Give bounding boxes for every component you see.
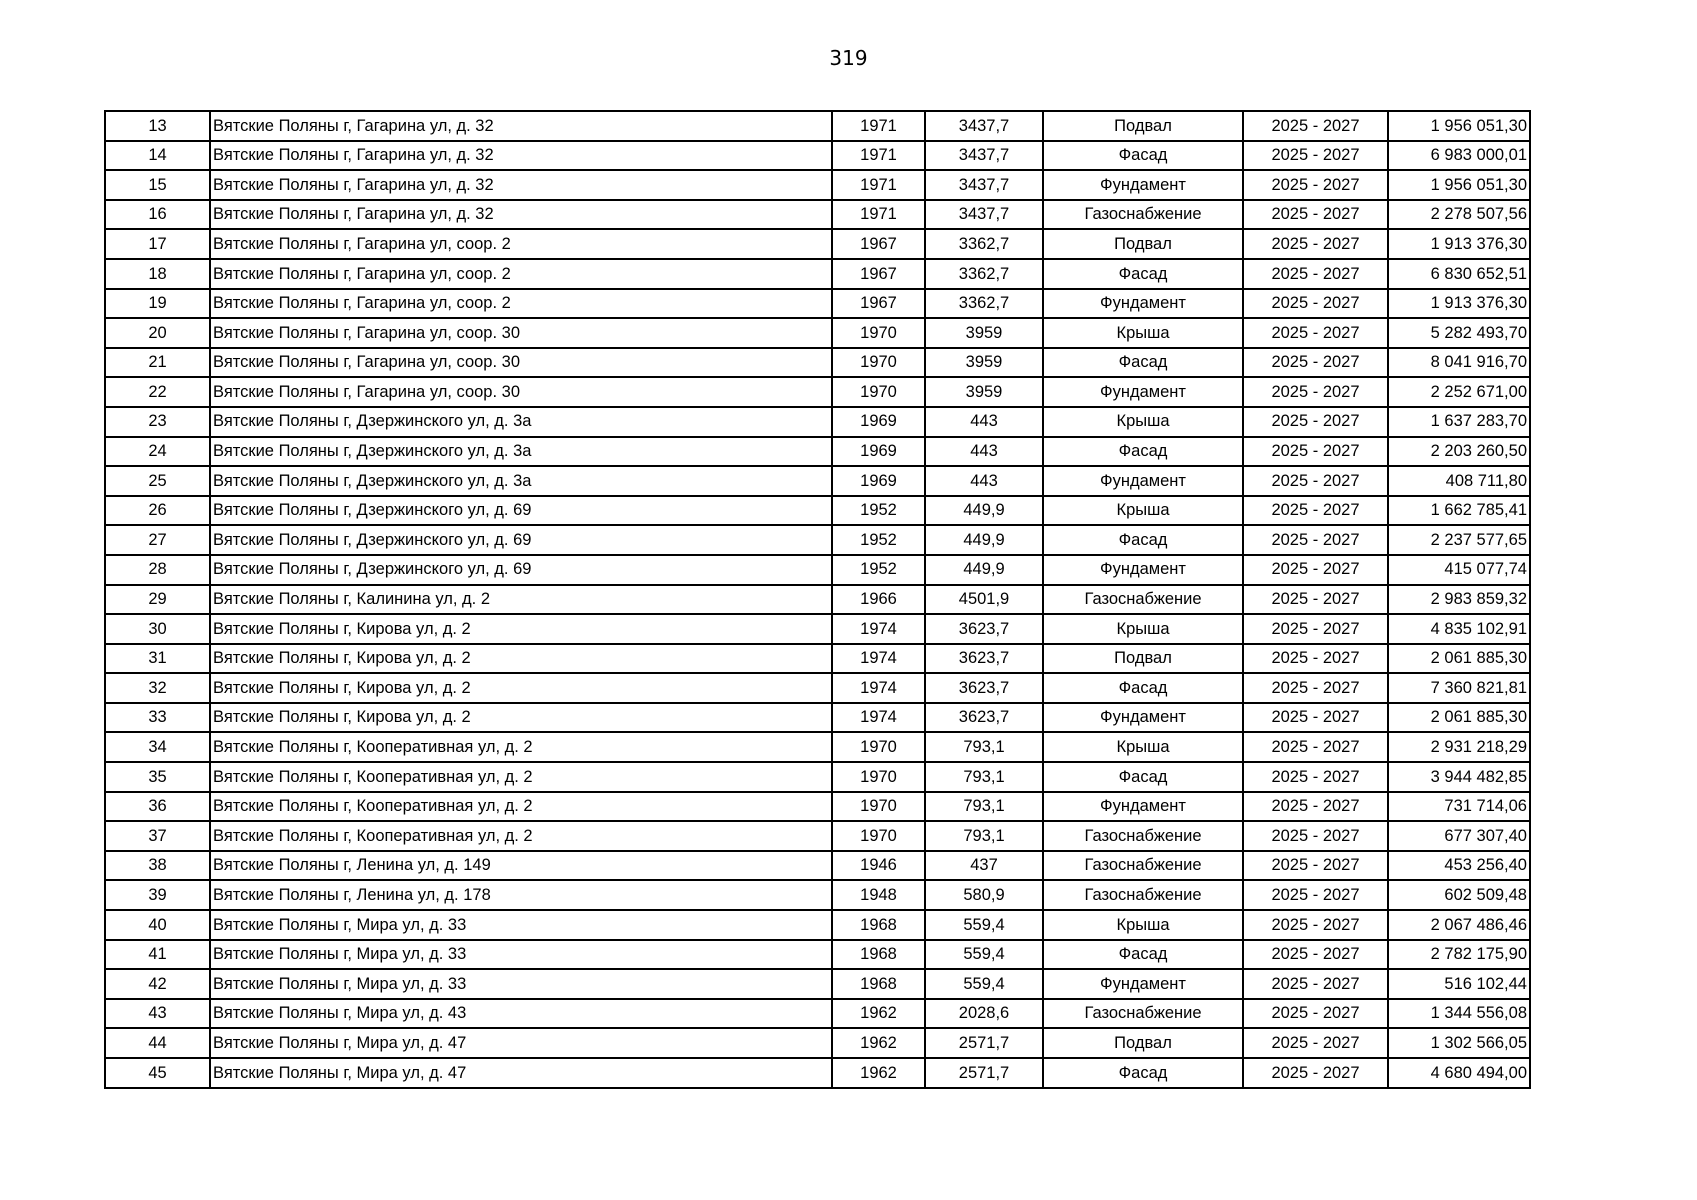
period-cell: 2025 - 2027 bbox=[1243, 525, 1388, 555]
work-type-cell: Фундамент bbox=[1043, 289, 1243, 319]
period-cell: 2025 - 2027 bbox=[1243, 555, 1388, 585]
work-type-cell: Газоснабжение bbox=[1043, 821, 1243, 851]
area-cell: 559,4 bbox=[925, 969, 1043, 999]
period-cell: 2025 - 2027 bbox=[1243, 111, 1388, 141]
row-number-cell: 24 bbox=[105, 437, 210, 467]
table-row bbox=[105, 614, 1530, 644]
row-number-cell: 33 bbox=[105, 703, 210, 733]
area-cell: 3437,7 bbox=[925, 111, 1043, 141]
year-built-cell: 1969 bbox=[832, 466, 925, 496]
address-cell: Вятские Поляны г, Ленина ул, д. 178 bbox=[210, 880, 832, 910]
address-cell: Вятские Поляны г, Мира ул, д. 33 bbox=[210, 910, 832, 940]
row-number-cell: 29 bbox=[105, 585, 210, 615]
period-cell: 2025 - 2027 bbox=[1243, 170, 1388, 200]
work-type-cell: Газоснабжение bbox=[1043, 880, 1243, 910]
work-type-cell: Крыша bbox=[1043, 910, 1243, 940]
cost-cell: 5 282 493,70 bbox=[1388, 318, 1530, 348]
work-type-cell: Фасад bbox=[1043, 762, 1243, 792]
year-built-cell: 1970 bbox=[832, 792, 925, 822]
table-row bbox=[105, 703, 1530, 733]
page-number: 319 bbox=[829, 46, 868, 70]
cost-cell: 2 237 577,65 bbox=[1388, 525, 1530, 555]
work-type-cell: Газоснабжение bbox=[1043, 200, 1243, 230]
cost-cell: 602 509,48 bbox=[1388, 880, 1530, 910]
area-cell: 437 bbox=[925, 851, 1043, 881]
area-cell: 449,9 bbox=[925, 555, 1043, 585]
address-cell: Вятские Поляны г, Дзержинского ул, д. 69 bbox=[210, 555, 832, 585]
row-number-cell: 37 bbox=[105, 821, 210, 851]
row-number-cell: 35 bbox=[105, 762, 210, 792]
work-type-cell: Крыша bbox=[1043, 318, 1243, 348]
address-cell: Вятские Поляны г, Гагарина ул, соор. 30 bbox=[210, 377, 832, 407]
address-cell: Вятские Поляны г, Дзержинского ул, д. 3а bbox=[210, 437, 832, 467]
area-cell: 3623,7 bbox=[925, 703, 1043, 733]
year-built-cell: 1971 bbox=[832, 111, 925, 141]
address-cell: Вятские Поляны г, Дзержинского ул, д. 3а bbox=[210, 466, 832, 496]
table-row bbox=[105, 1058, 1530, 1088]
area-cell: 2571,7 bbox=[925, 1028, 1043, 1058]
work-type-cell: Подвал bbox=[1043, 229, 1243, 259]
table-row bbox=[105, 1028, 1530, 1058]
year-built-cell: 1971 bbox=[832, 200, 925, 230]
table-row bbox=[105, 141, 1530, 171]
address-cell: Вятские Поляны г, Гагарина ул, соор. 30 bbox=[210, 348, 832, 378]
cost-cell: 2 278 507,56 bbox=[1388, 200, 1530, 230]
row-number-cell: 19 bbox=[105, 289, 210, 319]
year-built-cell: 1962 bbox=[832, 1058, 925, 1088]
work-type-cell: Газоснабжение bbox=[1043, 585, 1243, 615]
cost-cell: 677 307,40 bbox=[1388, 821, 1530, 851]
cost-cell: 1 956 051,30 bbox=[1388, 111, 1530, 141]
row-number-cell: 43 bbox=[105, 999, 210, 1029]
period-cell: 2025 - 2027 bbox=[1243, 1028, 1388, 1058]
period-cell: 2025 - 2027 bbox=[1243, 762, 1388, 792]
cost-cell: 2 061 885,30 bbox=[1388, 703, 1530, 733]
period-cell: 2025 - 2027 bbox=[1243, 289, 1388, 319]
year-built-cell: 1974 bbox=[832, 703, 925, 733]
table-row bbox=[105, 229, 1530, 259]
table-row bbox=[105, 555, 1530, 585]
row-number-cell: 40 bbox=[105, 910, 210, 940]
address-cell: Вятские Поляны г, Кирова ул, д. 2 bbox=[210, 644, 832, 674]
row-number-cell: 34 bbox=[105, 732, 210, 762]
address-cell: Вятские Поляны г, Мира ул, д. 33 bbox=[210, 940, 832, 970]
table-row bbox=[105, 525, 1530, 555]
cost-cell: 7 360 821,81 bbox=[1388, 673, 1530, 703]
table-row bbox=[105, 111, 1530, 141]
area-cell: 793,1 bbox=[925, 821, 1043, 851]
period-cell: 2025 - 2027 bbox=[1243, 673, 1388, 703]
table-row bbox=[105, 880, 1530, 910]
row-number-cell: 32 bbox=[105, 673, 210, 703]
row-number-cell: 27 bbox=[105, 525, 210, 555]
area-cell: 793,1 bbox=[925, 732, 1043, 762]
address-cell: Вятские Поляны г, Кооперативная ул, д. 2 bbox=[210, 762, 832, 792]
period-cell: 2025 - 2027 bbox=[1243, 259, 1388, 289]
table-row bbox=[105, 289, 1530, 319]
table-row bbox=[105, 407, 1530, 437]
row-number-cell: 22 bbox=[105, 377, 210, 407]
year-built-cell: 1970 bbox=[832, 732, 925, 762]
period-cell: 2025 - 2027 bbox=[1243, 466, 1388, 496]
area-cell: 3623,7 bbox=[925, 673, 1043, 703]
period-cell: 2025 - 2027 bbox=[1243, 910, 1388, 940]
work-type-cell: Крыша bbox=[1043, 407, 1243, 437]
address-cell: Вятские Поляны г, Кирова ул, д. 2 bbox=[210, 614, 832, 644]
cost-cell: 516 102,44 bbox=[1388, 969, 1530, 999]
area-cell: 3623,7 bbox=[925, 644, 1043, 674]
work-type-cell: Фасад bbox=[1043, 259, 1243, 289]
address-cell: Вятские Поляны г, Гагарина ул, соор. 2 bbox=[210, 289, 832, 319]
work-type-cell: Крыша bbox=[1043, 496, 1243, 526]
row-number-cell: 25 bbox=[105, 466, 210, 496]
table-row bbox=[105, 437, 1530, 467]
table-body bbox=[105, 111, 1530, 1088]
year-built-cell: 1974 bbox=[832, 644, 925, 674]
work-type-cell: Подвал bbox=[1043, 1028, 1243, 1058]
address-cell: Вятские Поляны г, Дзержинского ул, д. 3а bbox=[210, 407, 832, 437]
table-row bbox=[105, 940, 1530, 970]
row-number-cell: 16 bbox=[105, 200, 210, 230]
period-cell: 2025 - 2027 bbox=[1243, 969, 1388, 999]
cost-cell: 1 637 283,70 bbox=[1388, 407, 1530, 437]
area-cell: 449,9 bbox=[925, 496, 1043, 526]
work-type-cell: Газоснабжение bbox=[1043, 851, 1243, 881]
table-row bbox=[105, 673, 1530, 703]
cost-cell: 2 203 260,50 bbox=[1388, 437, 1530, 467]
year-built-cell: 1969 bbox=[832, 437, 925, 467]
year-built-cell: 1966 bbox=[832, 585, 925, 615]
cost-cell: 1 344 556,08 bbox=[1388, 999, 1530, 1029]
period-cell: 2025 - 2027 bbox=[1243, 200, 1388, 230]
work-type-cell: Фасад bbox=[1043, 1058, 1243, 1088]
row-number-cell: 14 bbox=[105, 141, 210, 171]
period-cell: 2025 - 2027 bbox=[1243, 348, 1388, 378]
address-cell: Вятские Поляны г, Мира ул, д. 47 bbox=[210, 1028, 832, 1058]
area-cell: 580,9 bbox=[925, 880, 1043, 910]
address-cell: Вятские Поляны г, Гагарина ул, д. 32 bbox=[210, 111, 832, 141]
area-cell: 449,9 bbox=[925, 525, 1043, 555]
year-built-cell: 1968 bbox=[832, 969, 925, 999]
address-cell: Вятские Поляны г, Кооперативная ул, д. 2 bbox=[210, 792, 832, 822]
row-number-cell: 21 bbox=[105, 348, 210, 378]
row-number-cell: 18 bbox=[105, 259, 210, 289]
cost-cell: 2 782 175,90 bbox=[1388, 940, 1530, 970]
address-cell: Вятские Поляны г, Кирова ул, д. 2 bbox=[210, 703, 832, 733]
table-row bbox=[105, 318, 1530, 348]
work-type-cell: Фундамент bbox=[1043, 170, 1243, 200]
address-cell: Вятские Поляны г, Мира ул, д. 47 bbox=[210, 1058, 832, 1088]
work-type-cell: Газоснабжение bbox=[1043, 999, 1243, 1029]
period-cell: 2025 - 2027 bbox=[1243, 703, 1388, 733]
period-cell: 2025 - 2027 bbox=[1243, 940, 1388, 970]
table-row bbox=[105, 377, 1530, 407]
year-built-cell: 1948 bbox=[832, 880, 925, 910]
period-cell: 2025 - 2027 bbox=[1243, 880, 1388, 910]
cost-cell: 1 913 376,30 bbox=[1388, 229, 1530, 259]
year-built-cell: 1970 bbox=[832, 318, 925, 348]
row-number-cell: 45 bbox=[105, 1058, 210, 1088]
year-built-cell: 1971 bbox=[832, 141, 925, 171]
cost-cell: 2 931 218,29 bbox=[1388, 732, 1530, 762]
cost-cell: 1 302 566,05 bbox=[1388, 1028, 1530, 1058]
cost-cell: 453 256,40 bbox=[1388, 851, 1530, 881]
period-cell: 2025 - 2027 bbox=[1243, 1058, 1388, 1088]
area-cell: 2028,6 bbox=[925, 999, 1043, 1029]
year-built-cell: 1967 bbox=[832, 259, 925, 289]
address-cell: Вятские Поляны г, Кооперативная ул, д. 2 bbox=[210, 821, 832, 851]
row-number-cell: 28 bbox=[105, 555, 210, 585]
address-cell: Вятские Поляны г, Мира ул, д. 43 bbox=[210, 999, 832, 1029]
area-cell: 559,4 bbox=[925, 910, 1043, 940]
period-cell: 2025 - 2027 bbox=[1243, 821, 1388, 851]
table-row bbox=[105, 762, 1530, 792]
cost-cell: 2 061 885,30 bbox=[1388, 644, 1530, 674]
period-cell: 2025 - 2027 bbox=[1243, 732, 1388, 762]
table-row bbox=[105, 348, 1530, 378]
area-cell: 4501,9 bbox=[925, 585, 1043, 615]
row-number-cell: 26 bbox=[105, 496, 210, 526]
row-number-cell: 42 bbox=[105, 969, 210, 999]
table-row bbox=[105, 496, 1530, 526]
work-type-cell: Фасад bbox=[1043, 525, 1243, 555]
row-number-cell: 20 bbox=[105, 318, 210, 348]
period-cell: 2025 - 2027 bbox=[1243, 585, 1388, 615]
work-type-cell: Фасад bbox=[1043, 940, 1243, 970]
row-number-cell: 38 bbox=[105, 851, 210, 881]
work-type-cell: Подвал bbox=[1043, 111, 1243, 141]
area-cell: 3959 bbox=[925, 318, 1043, 348]
cost-cell: 6 983 000,01 bbox=[1388, 141, 1530, 171]
work-type-cell: Фундамент bbox=[1043, 555, 1243, 585]
row-number-cell: 39 bbox=[105, 880, 210, 910]
address-cell: Вятские Поляны г, Дзержинского ул, д. 69 bbox=[210, 525, 832, 555]
table-row bbox=[105, 644, 1530, 674]
table-row bbox=[105, 466, 1530, 496]
area-cell: 443 bbox=[925, 466, 1043, 496]
year-built-cell: 1974 bbox=[832, 614, 925, 644]
cost-cell: 415 077,74 bbox=[1388, 555, 1530, 585]
table-row bbox=[105, 259, 1530, 289]
work-type-cell: Фасад bbox=[1043, 437, 1243, 467]
year-built-cell: 1970 bbox=[832, 377, 925, 407]
area-cell: 2571,7 bbox=[925, 1058, 1043, 1088]
year-built-cell: 1970 bbox=[832, 348, 925, 378]
address-cell: Вятские Поляны г, Гагарина ул, д. 32 bbox=[210, 200, 832, 230]
work-type-cell: Крыша bbox=[1043, 732, 1243, 762]
period-cell: 2025 - 2027 bbox=[1243, 851, 1388, 881]
cost-cell: 1 913 376,30 bbox=[1388, 289, 1530, 319]
work-type-cell: Фасад bbox=[1043, 141, 1243, 171]
address-cell: Вятские Поляны г, Ленина ул, д. 149 bbox=[210, 851, 832, 881]
cost-cell: 1 662 785,41 bbox=[1388, 496, 1530, 526]
area-cell: 443 bbox=[925, 437, 1043, 467]
address-cell: Вятские Поляны г, Кооперативная ул, д. 2 bbox=[210, 732, 832, 762]
row-number-cell: 36 bbox=[105, 792, 210, 822]
area-cell: 443 bbox=[925, 407, 1043, 437]
area-cell: 3437,7 bbox=[925, 170, 1043, 200]
area-cell: 3959 bbox=[925, 377, 1043, 407]
work-type-cell: Фундамент bbox=[1043, 703, 1243, 733]
year-built-cell: 1967 bbox=[832, 229, 925, 259]
work-type-cell: Крыша bbox=[1043, 614, 1243, 644]
area-cell: 3362,7 bbox=[925, 289, 1043, 319]
address-cell: Вятские Поляны г, Гагарина ул, д. 32 bbox=[210, 170, 832, 200]
address-cell: Вятские Поляны г, Гагарина ул, соор. 2 bbox=[210, 259, 832, 289]
row-number-cell: 13 bbox=[105, 111, 210, 141]
period-cell: 2025 - 2027 bbox=[1243, 229, 1388, 259]
cost-cell: 2 067 486,46 bbox=[1388, 910, 1530, 940]
area-cell: 793,1 bbox=[925, 762, 1043, 792]
row-number-cell: 44 bbox=[105, 1028, 210, 1058]
row-number-cell: 30 bbox=[105, 614, 210, 644]
year-built-cell: 1962 bbox=[832, 1028, 925, 1058]
cost-cell: 8 041 916,70 bbox=[1388, 348, 1530, 378]
row-number-cell: 15 bbox=[105, 170, 210, 200]
year-built-cell: 1968 bbox=[832, 910, 925, 940]
year-built-cell: 1974 bbox=[832, 673, 925, 703]
table-row bbox=[105, 969, 1530, 999]
work-type-cell: Фундамент bbox=[1043, 969, 1243, 999]
year-built-cell: 1970 bbox=[832, 762, 925, 792]
work-type-cell: Фасад bbox=[1043, 673, 1243, 703]
table-row bbox=[105, 851, 1530, 881]
period-cell: 2025 - 2027 bbox=[1243, 407, 1388, 437]
address-cell: Вятские Поляны г, Мира ул, д. 33 bbox=[210, 969, 832, 999]
address-cell: Вятские Поляны г, Кирова ул, д. 2 bbox=[210, 673, 832, 703]
cost-cell: 6 830 652,51 bbox=[1388, 259, 1530, 289]
area-cell: 3623,7 bbox=[925, 614, 1043, 644]
area-cell: 559,4 bbox=[925, 940, 1043, 970]
work-type-cell: Фундамент bbox=[1043, 792, 1243, 822]
cost-cell: 3 944 482,85 bbox=[1388, 762, 1530, 792]
work-type-cell: Фундамент bbox=[1043, 377, 1243, 407]
cost-cell: 4 835 102,91 bbox=[1388, 614, 1530, 644]
period-cell: 2025 - 2027 bbox=[1243, 141, 1388, 171]
area-cell: 3959 bbox=[925, 348, 1043, 378]
year-built-cell: 1970 bbox=[832, 821, 925, 851]
address-cell: Вятские Поляны г, Гагарина ул, соор. 2 bbox=[210, 229, 832, 259]
address-cell: Вятские Поляны г, Калинина ул, д. 2 bbox=[210, 585, 832, 615]
table-row bbox=[105, 792, 1530, 822]
registry-table bbox=[104, 110, 1531, 1089]
year-built-cell: 1952 bbox=[832, 555, 925, 585]
year-built-cell: 1971 bbox=[832, 170, 925, 200]
row-number-cell: 23 bbox=[105, 407, 210, 437]
period-cell: 2025 - 2027 bbox=[1243, 437, 1388, 467]
area-cell: 3437,7 bbox=[925, 141, 1043, 171]
period-cell: 2025 - 2027 bbox=[1243, 377, 1388, 407]
period-cell: 2025 - 2027 bbox=[1243, 792, 1388, 822]
cost-cell: 2 252 671,00 bbox=[1388, 377, 1530, 407]
row-number-cell: 17 bbox=[105, 229, 210, 259]
year-built-cell: 1969 bbox=[832, 407, 925, 437]
work-type-cell: Фундамент bbox=[1043, 466, 1243, 496]
address-cell: Вятские Поляны г, Дзержинского ул, д. 69 bbox=[210, 496, 832, 526]
period-cell: 2025 - 2027 bbox=[1243, 999, 1388, 1029]
table-row bbox=[105, 732, 1530, 762]
row-number-cell: 41 bbox=[105, 940, 210, 970]
cost-cell: 2 983 859,32 bbox=[1388, 585, 1530, 615]
table-row bbox=[105, 999, 1530, 1029]
cost-cell: 408 711,80 bbox=[1388, 466, 1530, 496]
period-cell: 2025 - 2027 bbox=[1243, 318, 1388, 348]
cost-cell: 1 956 051,30 bbox=[1388, 170, 1530, 200]
table-row bbox=[105, 910, 1530, 940]
period-cell: 2025 - 2027 bbox=[1243, 644, 1388, 674]
period-cell: 2025 - 2027 bbox=[1243, 614, 1388, 644]
cost-cell: 4 680 494,00 bbox=[1388, 1058, 1530, 1088]
year-built-cell: 1968 bbox=[832, 940, 925, 970]
table-row bbox=[105, 821, 1530, 851]
work-type-cell: Подвал bbox=[1043, 644, 1243, 674]
work-type-cell: Фасад bbox=[1043, 348, 1243, 378]
year-built-cell: 1952 bbox=[832, 496, 925, 526]
year-built-cell: 1952 bbox=[832, 525, 925, 555]
area-cell: 3362,7 bbox=[925, 259, 1043, 289]
address-cell: Вятские Поляны г, Гагарина ул, соор. 30 bbox=[210, 318, 832, 348]
address-cell: Вятские Поляны г, Гагарина ул, д. 32 bbox=[210, 141, 832, 171]
table-row bbox=[105, 585, 1530, 615]
cost-cell: 731 714,06 bbox=[1388, 792, 1530, 822]
area-cell: 3362,7 bbox=[925, 229, 1043, 259]
year-built-cell: 1962 bbox=[832, 999, 925, 1029]
table-row bbox=[105, 170, 1530, 200]
area-cell: 793,1 bbox=[925, 792, 1043, 822]
row-number-cell: 31 bbox=[105, 644, 210, 674]
table-row bbox=[105, 200, 1530, 230]
year-built-cell: 1946 bbox=[832, 851, 925, 881]
period-cell: 2025 - 2027 bbox=[1243, 496, 1388, 526]
area-cell: 3437,7 bbox=[925, 200, 1043, 230]
year-built-cell: 1967 bbox=[832, 289, 925, 319]
